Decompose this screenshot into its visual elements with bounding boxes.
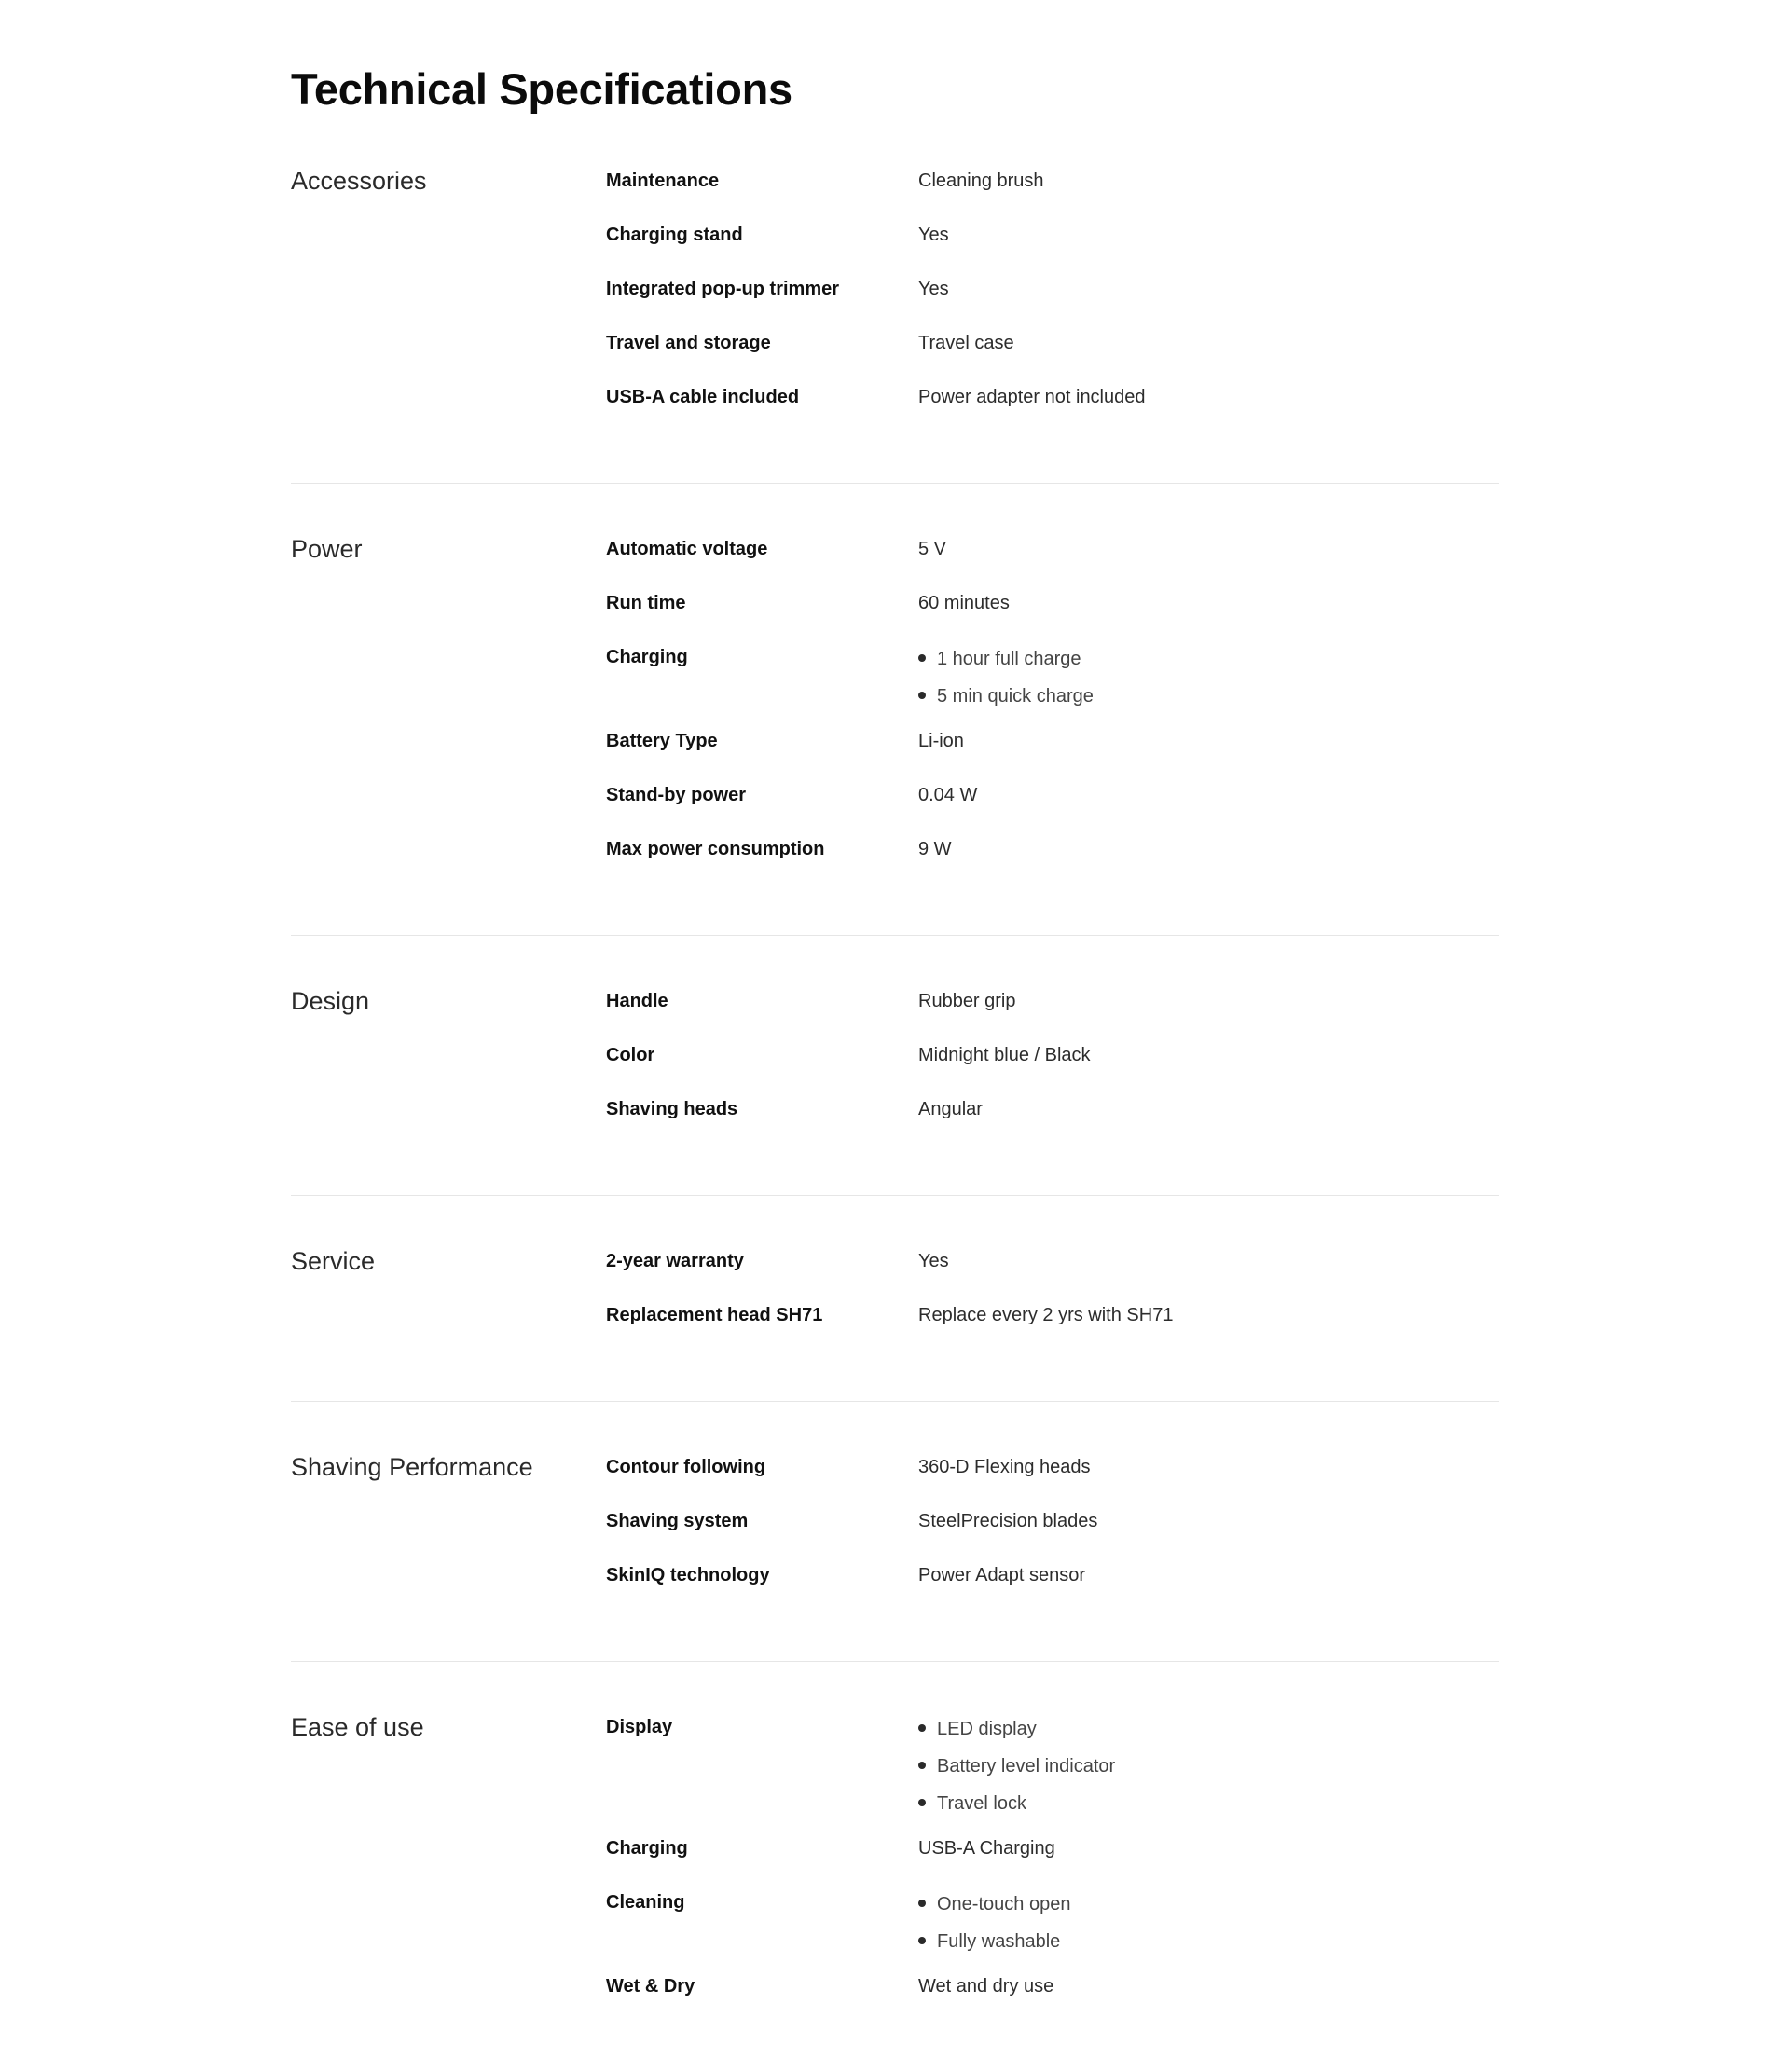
spec-row [606,1558,1499,1612]
bullet-icon [918,1762,926,1769]
spec-value: SteelPrecision blades [918,1511,1098,1531]
spec-row [606,724,1499,778]
spec-list-item [918,678,1499,715]
spec-value: Li-ion [918,731,964,751]
spec-row [606,586,1499,640]
spec-row [606,984,1499,1038]
bullet-icon [918,1937,926,1944]
spec-row [606,1450,1499,1504]
spec-section-service [291,1244,1499,1402]
spec-list-item [918,1886,1499,1923]
spec-list-item-text: 5 min quick charge [937,686,1094,707]
spec-row [606,1298,1499,1352]
spec-value: 360-D Flexing heads [918,1457,1091,1477]
bullet-icon [918,1724,926,1732]
spec-value: Wet and dry use [918,1976,1054,1997]
spec-value: 0.04 W [918,785,978,805]
spec-list-item [918,1710,1499,1748]
spec-label: Cleaning [606,1892,685,1913]
spec-row [606,1038,1499,1092]
spec-label: Integrated pop-up trimmer [606,279,840,299]
section-title: Ease of use [291,1713,424,1741]
spec-value-list [918,640,1499,715]
spec-label: Automatic voltage [606,539,768,559]
spec-label: Wet & Dry [606,1976,695,1997]
bullet-icon [918,692,926,699]
spec-row [606,1504,1499,1558]
spec-section-power [291,532,1499,936]
spec-row [606,1832,1499,1886]
section-title: Shaving Performance [291,1453,533,1481]
spec-rows [606,1710,1499,2024]
page-title: Technical Specifications [291,64,792,114]
spec-rows [606,1450,1499,1612]
spec-value [918,640,1499,715]
spec-row [606,1886,1499,1960]
spec-label: Charging stand [606,225,743,245]
spec-label: 2-year warranty [606,1251,744,1271]
spec-list-item [918,640,1499,678]
bullet-icon [918,1799,926,1806]
spec-value: Angular [918,1099,983,1119]
spec-label: Shaving system [606,1511,749,1531]
spec-label: Max power consumption [606,839,825,859]
spec-rows [606,532,1499,886]
spec-row [606,532,1499,586]
spec-value: Travel case [918,333,1014,353]
spec-list-item [918,1923,1499,1960]
spec-value [918,1886,1499,1960]
spec-label: Display [606,1717,673,1737]
bullet-icon [918,654,926,662]
spec-label: Battery Type [606,731,718,751]
spec-label: Stand-by power [606,785,747,805]
spec-value: 5 V [918,539,947,559]
spec-row [606,380,1499,434]
spec-label: Handle [606,991,668,1011]
spec-row [606,164,1499,218]
spec-value: Yes [918,225,949,245]
spec-value: Replace every 2 yrs with SH71 [918,1305,1174,1325]
spec-value: Rubber grip [918,991,1016,1011]
spec-row [606,1710,1499,1822]
spec-row [606,272,1499,326]
spec-label: Charging [606,1838,688,1859]
spec-list-item-text: One-touch open [937,1894,1071,1914]
bullet-icon [918,1900,926,1907]
spec-row [606,1969,1499,2024]
spec-sections [291,164,1499,2072]
spec-label: SkinIQ technology [606,1565,770,1585]
spec-rows [606,164,1499,434]
spec-label: Maintenance [606,171,720,191]
spec-label: Travel and storage [606,333,771,353]
spec-row [606,640,1499,715]
spec-rows [606,1244,1499,1352]
spec-label: Color [606,1045,655,1065]
section-title: Design [291,987,370,1015]
section-title: Accessories [291,167,427,195]
tech-specs-container [291,0,1499,2072]
spec-row [606,832,1499,886]
spec-value: Yes [918,279,949,299]
spec-row [606,1244,1499,1298]
spec-list-item [918,1748,1499,1785]
spec-label: Shaving heads [606,1099,738,1119]
spec-value: Power Adapt sensor [918,1565,1085,1585]
spec-label: Charging [606,647,688,667]
spec-value: USB-A Charging [918,1838,1055,1859]
spec-value: Midnight blue / Black [918,1045,1091,1065]
spec-label: Replacement head SH71 [606,1305,823,1325]
spec-list-item-text: Battery level indicator [937,1756,1116,1777]
spec-value [918,1710,1499,1822]
spec-row [606,218,1499,272]
spec-list-item [918,1785,1499,1822]
spec-value: Yes [918,1251,949,1271]
spec-row [606,1092,1499,1146]
spec-list-item-text: Fully washable [937,1931,1061,1952]
spec-value-list [918,1886,1499,1960]
spec-section-accessories [291,164,1499,484]
spec-list-item-text: Travel lock [937,1793,1026,1814]
spec-row [606,778,1499,832]
spec-list-item-text: 1 hour full charge [937,649,1081,669]
spec-value-list [918,1710,1499,1822]
spec-value: Cleaning brush [918,171,1044,191]
spec-list-item-text: LED display [937,1719,1037,1739]
spec-row [606,326,1499,380]
spec-section-ease-of-use [291,1710,1499,2072]
spec-value: 60 minutes [918,593,1010,613]
section-title: Power [291,535,363,563]
spec-label: Run time [606,593,686,613]
spec-value: 9 W [918,839,952,859]
section-title: Service [291,1247,376,1275]
spec-section-design [291,984,1499,1196]
spec-label: USB-A cable included [606,387,800,407]
spec-section-shaving-performance [291,1450,1499,1662]
spec-rows [606,984,1499,1146]
spec-value: Power adapter not included [918,387,1146,407]
spec-label: Contour following [606,1457,766,1477]
